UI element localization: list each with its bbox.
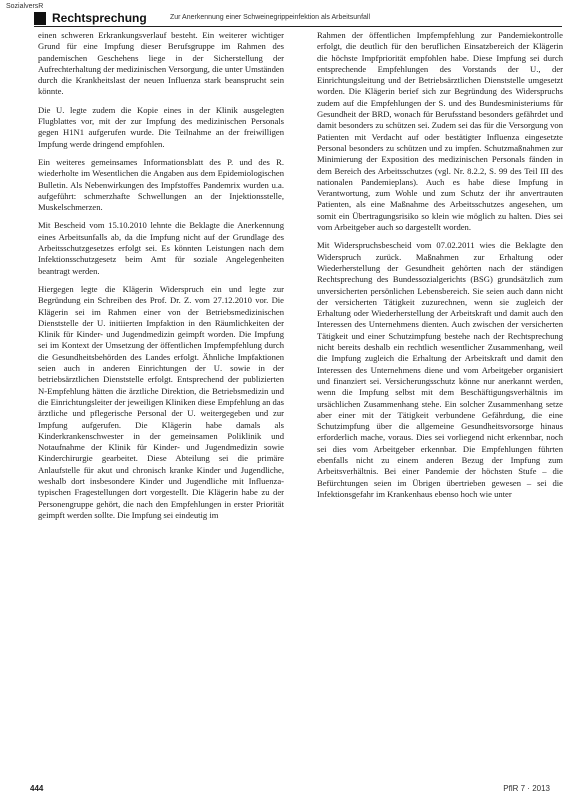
paragraph: Rahmen der öffentlichen Impfempfehlung zur Pandemiekontrolle erfolgt, die deutlich für den beruflichen Einsatzbereich der Klägerin die höchste Impfpriorität empfohlen habe. Diese Impfung sei durch entsprechende Empfehlungen des Vorstands der U., der Einrichtungsleitung und der Betriebsärztlichen Dienststelle umgesetzt worden. Die Klägerin berief sich zur Begründung des Widerspruchs zudem auf die Empfehlungen der S. und des Bundesministeriums für Gesundheit der BRD, wonach für Berufsstand besonders gefährdet und damit besonders zu schützen sei. Zudem sei das für die Versorgung von Patienten mit Verdacht auf oder bestätigter Influenza eingesetzte Personal besonders zu schützen und zu impfen. Schutzmaßnahmen zur Minimierung der Exposition des medizinischen Personals fänden in dem Bereich des Arbeitsschutzes (vgl. Nr. 8.2.2, S. 99 des Teil III des nationalen Pandemieplans). Auch es habe diese Impfung in Verantwortung, zum Wohle und zum Schutz der ihr anvertrauten Patienten, als eine Maßnahme des Arbeitsschutzes angesehen, um somit ein Übertragungsrisiko so klein wie möglich zu halten. Dies sei vom Arbeitgeber auch so dargestellt worden. [317, 30, 563, 233]
section-label: SozialversR [6, 3, 44, 10]
paragraph: Die U. legte zudem die Kopie eines in der Klinik ausgelegten Flugblattes vor, mit der zur Impfung des medizinischen Personals gegen H1N1 aufgerufen wurde. Die Teilnahme an der freiwilligen Impfung werde dringend empfohlen. [38, 104, 284, 149]
paragraph: Hiergegen legte die Klägerin Widerspruch ein und legte zur Begründung ein Schreiben des Prof. Dr. Z. vom 27.12.2010 vor. Die Klägerin sei im Rahmen einer von der Betriebsmedizinischen Dienststelle der U. initiierten Impfaktion in den Räumlichkeiten der Klinik für Kinder- und Jugendmedizin geimpft worden. Die Impfung sei im Kontext der Umsetzung der öffentlichen Impfempfehlung durch die Gesundheitsbehörden des Landes erfolgt. Ähnliche Impfaktionen seien auch in anderen Einrichtungen der U. sowie in der betriebsärztlichen Dienststelle erfolgt. Entsprechend der publizierten N-Empfehlung hätten die ärztliche Direktion, die Betriebsmedizin und die Einrichtungsleiter der jeweiligen Kliniken diese Empfehlung an das ärztliche und pflegerische Personal der U. weitergegeben und zur Impfung aufgerufen. Die Klägerin habe damals als Kinderkrankenschwester in der gemeinsamen Poliklinik und Notaufnahme der Klinik für Kinder- und Jugendmedizin sowie Kinderchirurgie gearbeitet. Diese Abteilung sei die primäre Anlaufstelle für akut und chronisch kranke Kinder und Jugendliche, weshalb dort insbesondere Kinder und Jugendliche mit Influenza-typischen Fragestellungen dort vorgestellt. Die Klägerin habe zu der Personengruppe gehört, die nach den Empfehlungen in erster Priorität geimpft werden sollte. Die Impfung sei eindeutig im [38, 283, 284, 520]
page-header [34, 12, 562, 27]
paragraph: Mit Bescheid vom 15.10.2010 lehnte die Beklagte die Anerkennung eines Arbeitsunfalls ab, da die Impfung nicht auf der Grundlage des Arbeitsschutzgesetzes erfolgt sei. Es könnten Leistungen nach dem Infektionsschutzgesetz beim Amt für soziale Angelegenheiten beantragt werden. [38, 220, 284, 276]
page-number: 444 [30, 784, 44, 793]
header-marker [34, 12, 46, 25]
paragraph: einen schweren Erkrankungsverlauf besteht. Ein weiterer wichtiger Grund für eine Impfung dieser Berufsgruppe im Rahmen des pandemischen Geschehens liege in der Sicherstellung der Aufrechterhaltung der medizinischen Versorgung, die unter Umständen durch die Krankheitslast der neuen Influenza stark beansprucht sein könnte. [38, 30, 284, 97]
header-title: Rechtsprechung [52, 11, 147, 25]
left-column [38, 30, 284, 528]
paragraph: Ein weiteres gemeinsames Informationsblatt des P. und des R. wiederholte im Wesentlichen die Angaben aus dem Epidemiologischen Bulletin. Als Nebenwirkungen des Impfstoffes Pandemrix wurden u.a. aufgeführt: schmerzhafte Schwellungen an der Injektionsstelle, Muskelschmerzen. [38, 156, 284, 213]
paragraph: Mit Widerspruchsbescheid vom 07.02.2011 wies die Beklagte den Widerspruch zurück. Maßnahmen zur Erhaltung oder Wiederherstellung der Gesundheit gehörten nach der ständigen Rechtsprechung des Bundessozialgerichts (BSG) grundsätzlich zum unversicherten persönlichen Lebensbereich. Sie seien auch dann nicht der versicherten Tätigkeit zuzurechnen, wenn sie zugleich der Erhaltung oder Wiederherstellung der Arbeitskraft und damit auch den Interessen des Unternehmens dienten. Auch zwischen der versicherten Tätigkeit und einer Schutzimpfung bestehe nach der Rechtsprechung nicht bereits deshalb ein rechtlich wesentlicher Zusammenhang, weil die Impfung zugleich die Erhaltung der Arbeitskraft und damit den Interessen des Unternehmens diene und vom Arbeitgeber organisiert und finanziert sei. Versicherungsschutz könne nur anerkannt werden, wenn die Impfung selbst mit dem Beschäftigungsverhältnis im ursächlichen Zusammenhang stehe. Ein solcher Zusammenhang setze aber einer mit der Tätigkeit verbundene Gefährdung, die eine Schutzimpfung über die allgemeine Gesundheitsvorsorge hinaus erforderlich mache, voraus. Dies sei vorliegend nicht erkennbar, noch sei dies vom Arbeitgeber erkennbar. Die Empfehlungen führten ebenfalls nicht zu einem anderen Bezug der Impfung zum Arbeitsverhältnis. Bei einer Pandemie der höchsten Stufe – die Befürchtungen seien im Übrigen übertrieben gewesen – sei die Infektionsgefahr im Krankenhaus ebenso hoch wie unter [317, 240, 563, 499]
journal-reference: PflR 7 · 2013 [503, 784, 550, 793]
right-column [317, 30, 563, 507]
header-subtitle: Zur Anerkennung einer Schweinegrippeinfektion als Arbeitsunfall [170, 14, 371, 21]
